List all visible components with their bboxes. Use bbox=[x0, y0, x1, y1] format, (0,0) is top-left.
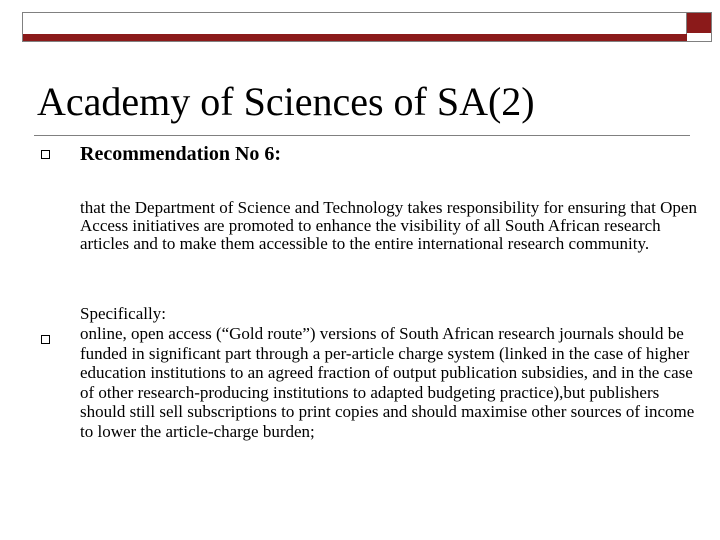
specifically-body: online, open access (“Gold route”) versions of South African research journals should be funded in significant part through a per-article charge system (linked in the case of higher education institutions to an agreed fraction of output publication subsidies, and in the case of other research-producing institutions to adapted budgeting practice),but publishers should still sell subscriptions to print copies and should maximise other sources of income to lower the article-charge burden; bbox=[80, 324, 695, 441]
recommendation-body: that the Department of Science and Technology takes responsibility for ensuring that Open Access initiatives are promoted to enhance the visibility of all South African research articles and to make them accessible to the entire international research community. bbox=[80, 198, 697, 253]
red-stripe bbox=[23, 34, 687, 41]
red-block bbox=[687, 13, 711, 33]
specifically-label: Specifically: bbox=[80, 304, 166, 323]
recommendation-heading: Recommendation No 6: bbox=[80, 143, 282, 165]
slide-title: Academy of Sciences of SA(2) bbox=[37, 79, 535, 124]
hollow-square-bullet-icon bbox=[41, 335, 50, 344]
top-decoration-bar bbox=[22, 12, 712, 42]
title-divider bbox=[34, 135, 690, 136]
hollow-square-bullet-icon bbox=[41, 150, 50, 159]
top-bar-left-cell bbox=[23, 13, 687, 41]
top-bar-right-cell bbox=[687, 13, 711, 41]
